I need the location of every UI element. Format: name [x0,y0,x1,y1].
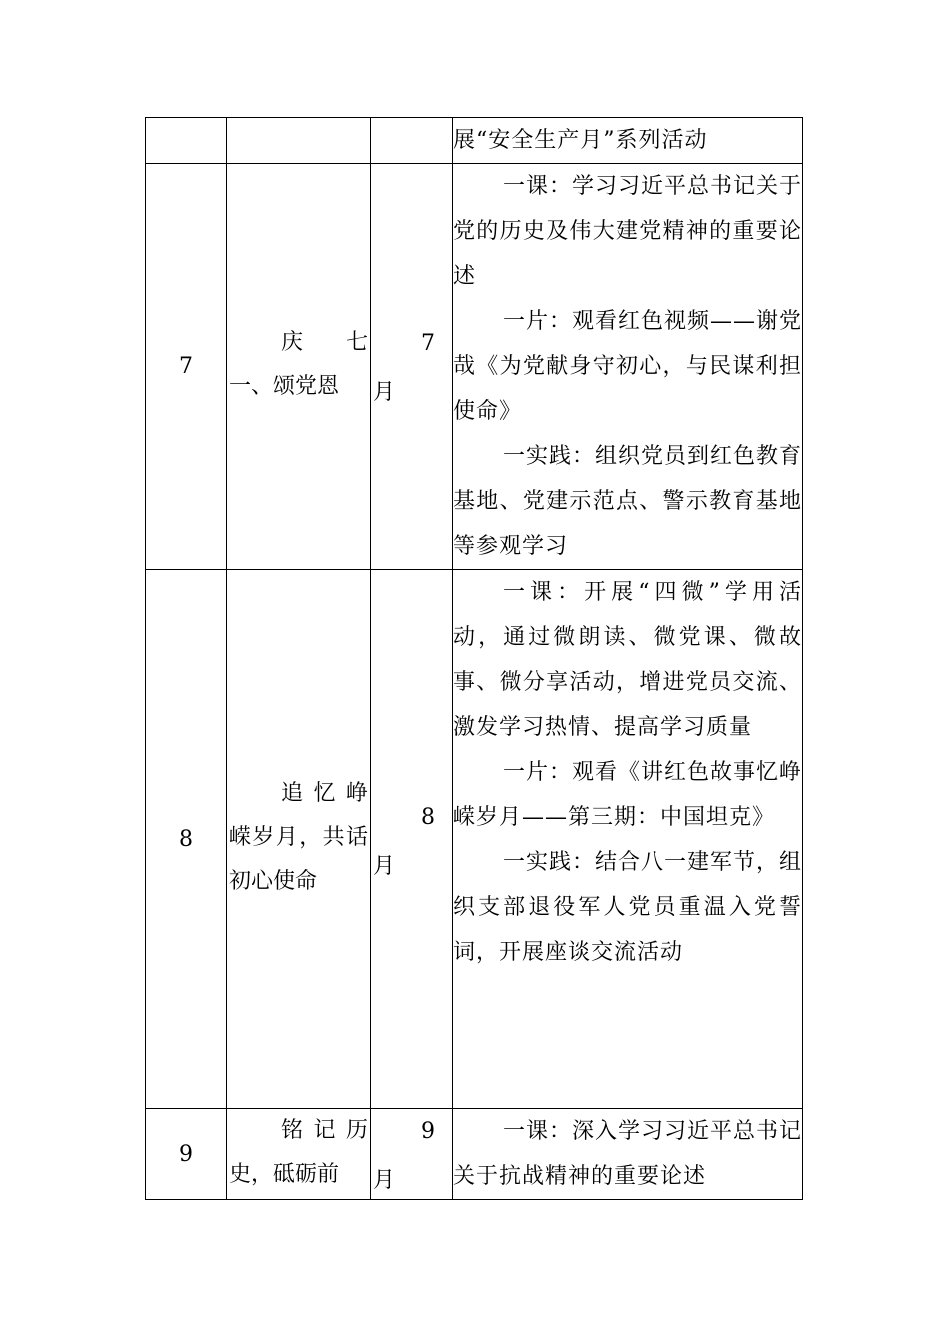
table-row [146,570,803,1109]
row-number: 8 [146,570,227,1109]
row-month: 9 月 [371,1109,453,1200]
row-title: 庆 七一、颂党恩 [227,164,371,570]
row-title [227,118,371,164]
row-title: 铭记历史，砥砺前 [227,1109,371,1200]
content-paragraph: 一课：开展“四微”学用活动，通过微朗读、微党课、微故事、微分享活动，增进党员交流、激发学习热情、提高学习质量 [453,580,802,740]
table-row [146,1109,803,1200]
row-number [146,118,227,164]
row-content [453,1109,803,1200]
content-paragraph: 一实践：结合八一建军节，组织支部退役军人党员重温入党誓词，开展座谈交流活动 [453,850,803,965]
content-paragraph: 一片：观看红色视频——谢党哉《为党献身守初心，与民谋利担使命》 [453,309,803,424]
row-content [453,164,803,570]
row-number: 9 [146,1109,227,1200]
row-month: 7 月 [371,164,453,570]
content-paragraph: 展“安全生产月”系列活动 [453,128,708,153]
row-month: 8 月 [371,570,453,1109]
table-row [146,164,803,570]
activity-table [145,117,803,1200]
row-title: 追忆峥嵘岁月，共话初心使命 [227,570,371,1109]
row-content [453,118,803,164]
content-paragraph: 一片：观看《讲红色故事忆峥嵘岁月——第三期：中国坦克》 [453,760,803,830]
content-paragraph: 一实践：组织党员到红色教育基地、党建示范点、警示教育基地等参观学习 [453,444,803,559]
table-row [146,118,803,164]
row-number: 7 [146,164,227,570]
row-month [371,118,453,164]
row-content [453,570,803,1109]
content-paragraph: 一课：深入学习习近平总书记关于抗战精神的重要论述 [453,1119,803,1189]
content-paragraph: 一课：学习习近平总书记关于党的历史及伟大建党精神的重要论述 [453,174,803,289]
